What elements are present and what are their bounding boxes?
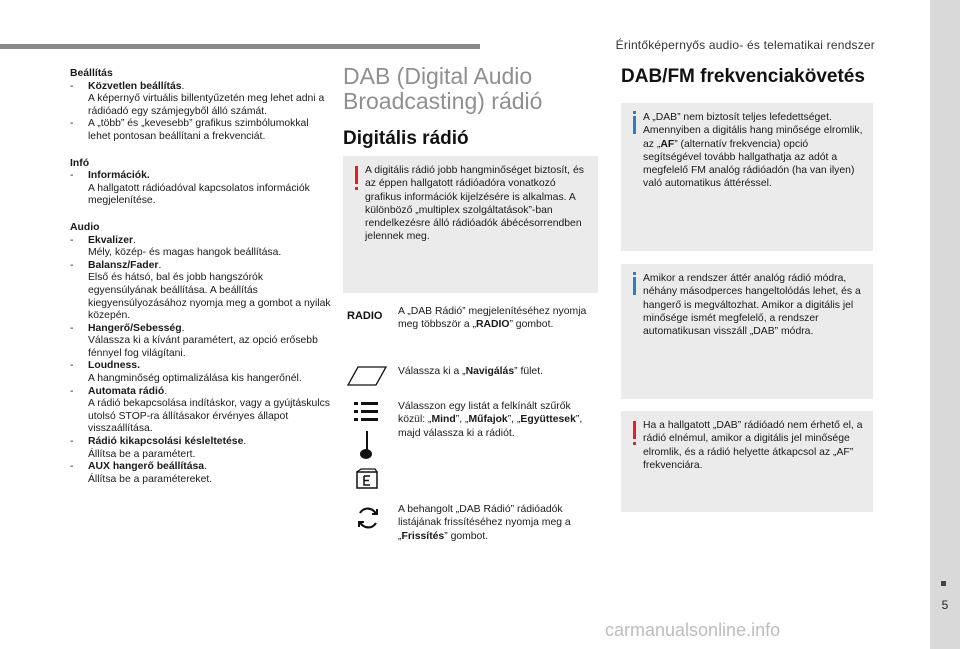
section-title: Audio bbox=[70, 221, 100, 233]
page-marker bbox=[941, 581, 946, 586]
page-header: Érintőképernyős audio- és telematikai rendszer bbox=[615, 38, 875, 52]
list-item: - Ekvalizer. Mély, közép- és magas hangok beállítása. bbox=[70, 234, 282, 259]
dab-column bbox=[343, 64, 599, 150]
list-item: - AUX hangerő beállítása. Állítsa be a paramétereket. bbox=[70, 461, 213, 485]
navigation-icon bbox=[346, 365, 388, 387]
warning-icon bbox=[633, 421, 636, 439]
step-filter: Válasszon egy listát a felkínált szűrők közül: „Mind”, „Műfajok”, „Együttesek”, majd válassza ki a rádiót. bbox=[398, 401, 583, 439]
step-navigation: Válassza ki a „Navigálás” fület. bbox=[398, 366, 543, 377]
page-number: 5 bbox=[941, 598, 949, 612]
list-item: - Információk. A hallgatott rádióadóval kapcsolatos információk megjelenítése. bbox=[70, 170, 310, 207]
info-note: A „DAB” nem biztosít teljes lefedettséget. Amennyiben a digitális hang minősége elromlik, az „AF” (alternatív frekvencia) opció segítségével tovább hallgathatja az adót a megfelelő FM analóg rádióadón (ha van ilyen) való automatikus áttéréssel. bbox=[621, 103, 873, 251]
settings-column bbox=[70, 68, 332, 500]
list-item: - A „több” és „kevesebb” grafikus szimbólumokkal lehet pontosan beállítani a frekvenciát. bbox=[70, 118, 309, 142]
section-heading: DAB (Digital Audio Broadcasting) rádió bbox=[343, 63, 543, 114]
section-heading: DAB/FM frekvenciakövetés bbox=[621, 66, 865, 87]
refresh-icon bbox=[355, 505, 381, 531]
step-radio: A „DAB Rádió” megjelenítéséhez nyomja meg többször a „RADIO” gombot. bbox=[398, 306, 587, 331]
section-title: Infó bbox=[70, 157, 90, 169]
side-strip bbox=[930, 0, 960, 649]
music-genre-icon bbox=[356, 430, 378, 462]
list-item: - Loudness. A hangminőség optimalizálása kis hangerőnél. bbox=[70, 360, 302, 385]
section-title: Beállítás bbox=[70, 68, 113, 79]
ensemble-icon bbox=[355, 468, 379, 490]
list-item: - Hangerő/Sebesség. Válassza ki a kívánt paramétert, az opció erősebb fénnyel fog világítani. bbox=[70, 322, 318, 359]
watermark: carmanualsonline.info bbox=[605, 620, 781, 640]
audio-group bbox=[70, 222, 332, 486]
list-item: - Automata rádió. A rádió bekapcsolása indításkor, vagy a gyújtáskulcs utolsó STOP-ra állításakor érvényes állapot visszaállítása. bbox=[70, 385, 331, 435]
list-item: - Közvetlen beállítás. A képernyő virtuális billentyűzetén meg lehet adni a rádióadó egy számjegyből álló számát. bbox=[70, 80, 325, 117]
info-icon bbox=[633, 277, 636, 295]
warning-icon bbox=[355, 166, 358, 184]
info-icon bbox=[633, 116, 636, 134]
settings-group bbox=[70, 68, 332, 144]
top-rule bbox=[0, 44, 480, 49]
list-icon bbox=[353, 400, 379, 424]
step-refresh: A behangolt „DAB Rádió” rádióadók listájának frissítéséhez nyomja meg a „Frissítés” gombot. bbox=[398, 504, 571, 542]
warning-note: Ha a hallgatott „DAB” rádióadó nem érhető el, a rádió elnémul, amikor a digitális jel minősége elromlik, és a rádió helyette átkapcsol az „AF” frekvenciára. bbox=[621, 411, 873, 512]
subsection-heading: Digitális rádió bbox=[343, 128, 469, 149]
warning-note: A digitális rádió jobb hangminőséget biztosít, és az éppen hallgatott rádióadóra vonatkozó grafikus információk kijelzésére is alkalmas. A különböző „multiplex szolgáltatások”-ban rendelkezésre álló rádióadók ábécésorrendben jelennek meg. bbox=[343, 156, 598, 293]
radio-button-label: RADIO bbox=[347, 310, 383, 322]
info-group bbox=[70, 158, 332, 208]
list-item: - Rádió kikapcsolási késleltetése. Állítsa be a paramétert. bbox=[70, 436, 247, 460]
info-note: Amikor a rendszer áttér analóg rádió módra, néhány másodperces hangeltolódás lehet, és a hangerő is megváltozhat. Amikor a digitális jel minősége ismét megfelelő, a rendszer automatikusan visszáll „DAB” módra. bbox=[621, 264, 873, 399]
list-item: - Balansz/Fader. Első és hátsó, bal és jobb hangszórók egyensúlyának beállítása. A beállítás kiegyensúlyozásához nyomja meg a gombot a nyilak közepén. bbox=[70, 259, 331, 322]
